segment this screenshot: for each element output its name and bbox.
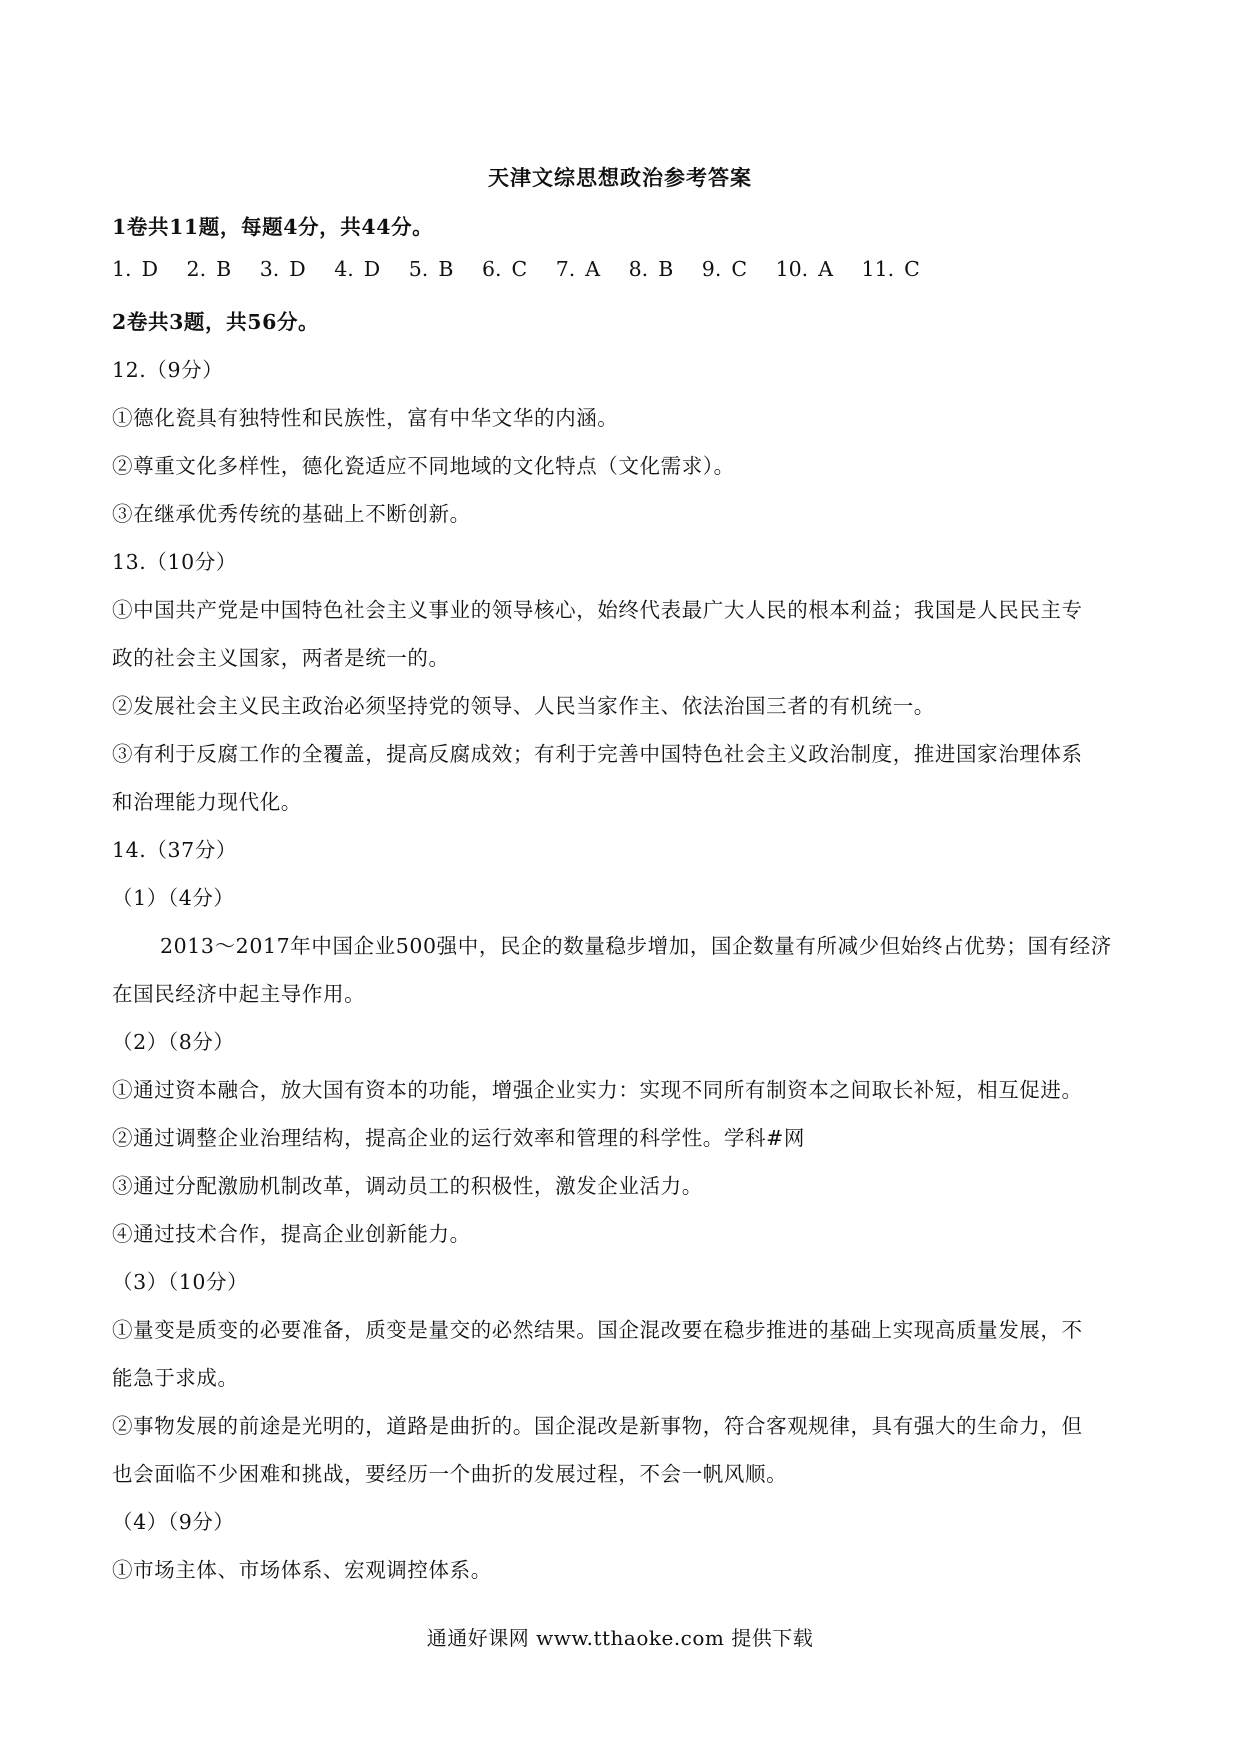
answer-line: 也会面临不少困难和挑战，要经历一个曲折的发展过程，不会一帆风顺。 <box>112 1462 788 1486</box>
answer-line: ①市场主体、市场体系、宏观调控体系。 <box>112 1558 492 1582</box>
answer-item: 6. C <box>481 257 528 281</box>
answer-line: ①中国共产党是中国特色社会主义事业的领导核心，始终代表最广大人民的根本利益；我国是人民民主专 <box>112 598 1083 622</box>
subquestion-heading: （2）（8分） <box>112 1030 235 1054</box>
page-footer: 通通好课网 www.tthaoke.com 提供下载 <box>426 1626 814 1650</box>
subquestion-heading: （4）（9分） <box>112 1510 235 1534</box>
question-heading: 14.（37分） <box>112 838 237 862</box>
answer-line: ②发展社会主义民主政治必须坚持党的领导、人民当家作主、依法治国三者的有机统一。 <box>112 694 935 718</box>
answer-item: 9. C <box>701 257 748 281</box>
answer-line: 和治理能力现代化。 <box>112 790 302 814</box>
answer-line: 2013～2017年中国企业500强中，民企的数量稳步增加，国企数量有所减少但始终占优势；国有经济 <box>160 934 1112 958</box>
answer-line: 能急于求成。 <box>112 1366 239 1390</box>
answer-key-row <box>112 257 942 281</box>
answer-line: ④通过技术合作，提高企业创新能力。 <box>112 1222 471 1246</box>
answer-item: 5. B <box>408 257 454 281</box>
answer-item: 7. A <box>555 257 601 281</box>
answer-item: 8. B <box>628 257 674 281</box>
answer-item: 3. D <box>259 257 306 281</box>
answer-item: 10. A <box>775 257 833 281</box>
answer-line: 政的社会主义国家，两者是统一的。 <box>112 646 450 670</box>
subquestion-heading: （1）（4分） <box>112 886 235 910</box>
document-title: 天津文综思想政治参考答案 <box>488 165 752 190</box>
question-heading: 12.（9分） <box>112 358 224 382</box>
subquestion-heading: （3）（10分） <box>112 1270 249 1294</box>
answer-line: ①量变是质变的必要准备，质变是量交的必然结果。国企混改要在稳步推进的基础上实现高质量发展，不 <box>112 1318 1083 1342</box>
answer-line: ③通过分配激励机制改革，调动员工的积极性，激发企业活力。 <box>112 1174 703 1198</box>
answer-line: ②通过调整企业治理结构，提高企业的运行效率和管理的科学性。学科#网 <box>112 1126 805 1150</box>
answer-line: 在国民经济中起主导作用。 <box>112 982 366 1006</box>
answer-item: 1. D <box>112 257 158 281</box>
question-heading: 13.（10分） <box>112 550 237 574</box>
answer-line: ①德化瓷具有独特性和民族性，富有中华文华的内涵。 <box>112 406 619 430</box>
answer-item: 2. B <box>186 257 232 281</box>
answer-line: ③有利于反腐工作的全覆盖，提高反腐成效；有利于完善中国特色社会主义政治制度，推进国家治理体系 <box>112 742 1083 766</box>
answer-line: ②事物发展的前途是光明的，道路是曲折的。国企混改是新事物，符合客观规律，具有强大的生命力，但 <box>112 1414 1083 1438</box>
answer-line: ①通过资本融合，放大国有资本的功能，增强企业实力：实现不同所有制资本之间取长补短，相互促进。 <box>112 1078 1083 1102</box>
answer-item: 4. D <box>334 257 381 281</box>
answer-line: ③在继承优秀传统的基础上不断创新。 <box>112 502 471 526</box>
section1-heading: 1卷共11题，每题4分，共44分。 <box>112 215 434 239</box>
answer-line: ②尊重文化多样性，德化瓷适应不同地域的文化特点（文化需求）。 <box>112 454 735 478</box>
section2-heading: 2卷共3题，共56分。 <box>112 310 320 334</box>
answer-item: 11. C <box>861 257 920 281</box>
